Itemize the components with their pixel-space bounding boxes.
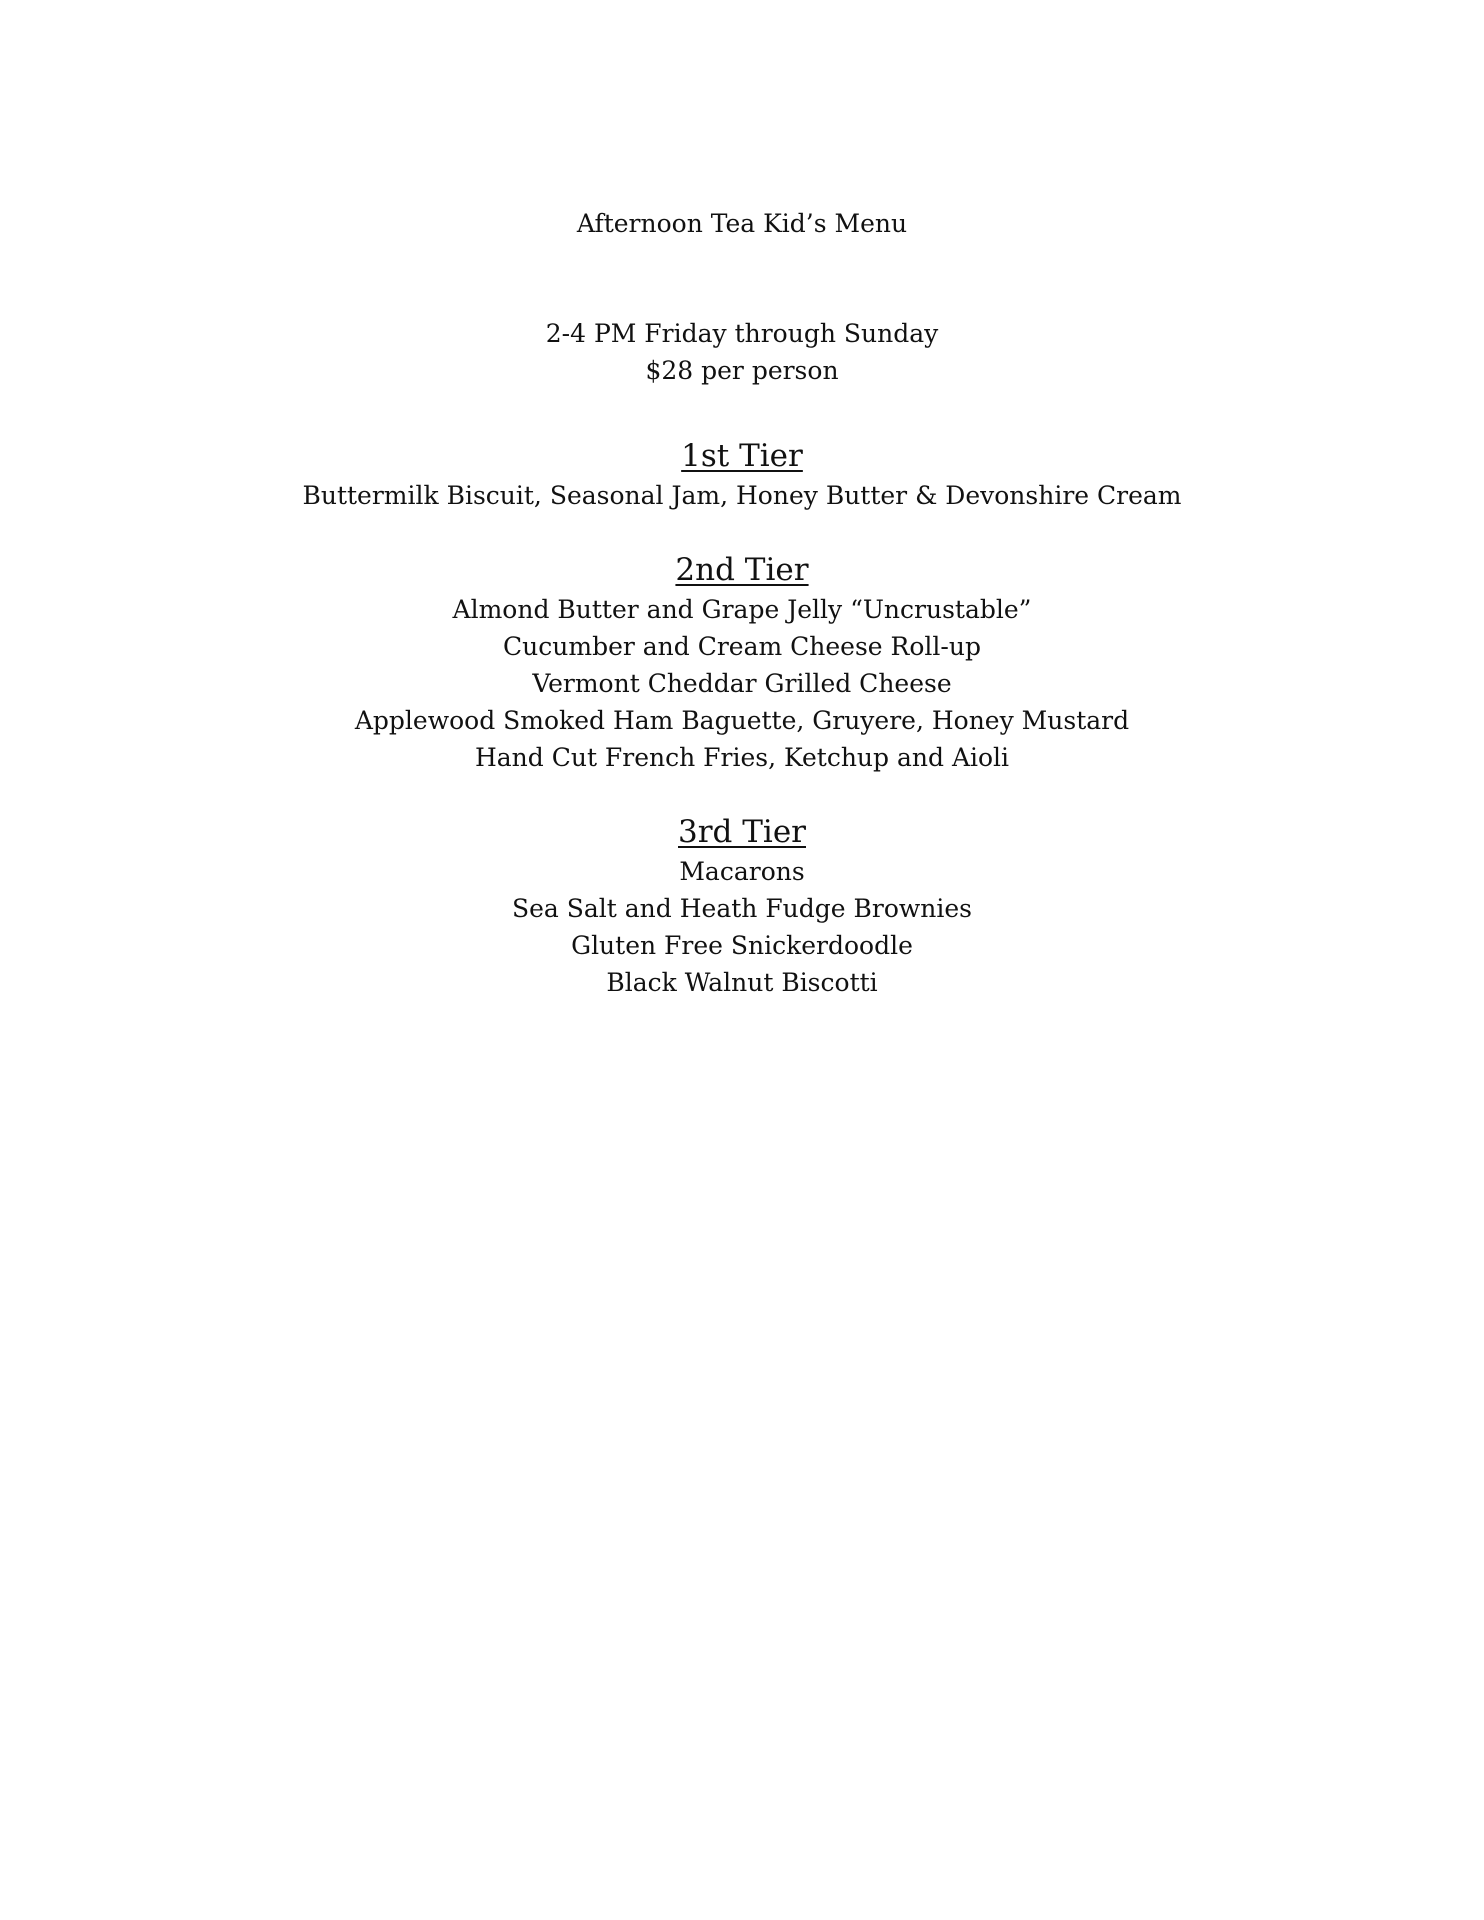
service-hours: 2-4 PM Friday through Sunday	[545, 319, 939, 348]
menu-item: Almond Butter and Grape Jelly “Uncrustable”	[452, 595, 1032, 624]
menu-item: Hand Cut French Fries, Ketchup and Aioli	[474, 743, 1010, 772]
tier-3	[0, 811, 1484, 1001]
menu-item: Vermont Cheddar Grilled Cheese	[532, 669, 952, 698]
tier-heading: 2nd Tier	[675, 552, 809, 588]
menu-item: Sea Salt and Heath Fudge Brownies	[511, 894, 973, 923]
tier-heading: 1st Tier	[681, 438, 803, 474]
menu-item: Gluten Free Snickerdoodle	[571, 931, 913, 960]
menu-item: Applewood Smoked Ham Baguette, Gruyere, Honey Mustard	[354, 706, 1130, 735]
tier-heading: 3rd Tier	[678, 814, 806, 850]
menu-item: Macarons	[679, 857, 805, 886]
menu-title: Afternoon Tea Kid’s Menu	[576, 209, 908, 238]
menu-item: Buttermilk Biscuit, Seasonal Jam, Honey Butter & Devonshire Cream	[302, 481, 1182, 510]
tier-1	[0, 435, 1484, 514]
menu-price: $28 per person	[645, 356, 839, 385]
menu-item: Cucumber and Cream Cheese Roll-up	[503, 632, 981, 661]
menu-item: Black Walnut Biscotti	[606, 968, 878, 997]
kids-menu	[0, 205, 1484, 1036]
tier-2	[0, 549, 1484, 776]
